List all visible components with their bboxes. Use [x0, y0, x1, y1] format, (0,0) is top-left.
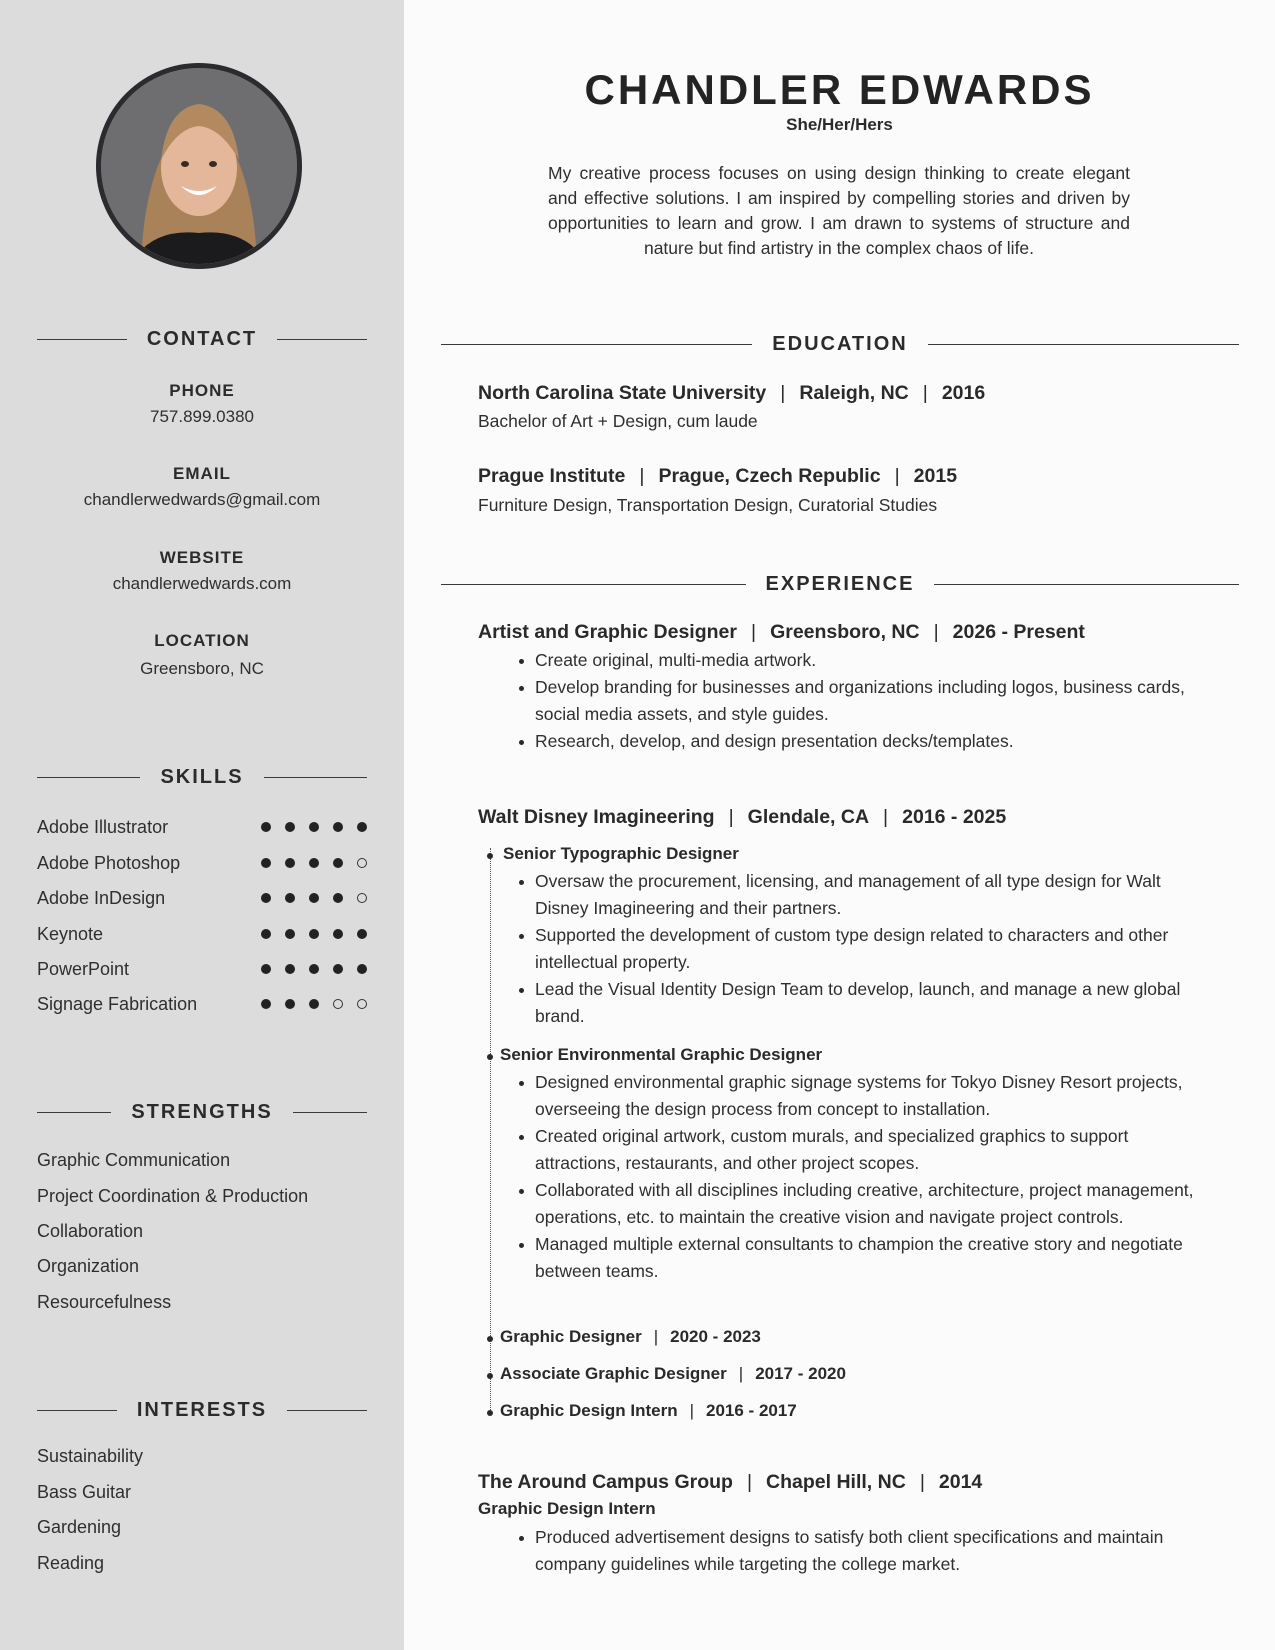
- job-place: Glendale, CA: [747, 806, 870, 828]
- bullet-item: Oversaw the procurement, licensing, and management of all type design for Walt Disney Imagineering and their partners.: [535, 868, 1205, 922]
- job-bullets: [535, 1524, 1205, 1578]
- timeline-dot: [487, 1054, 493, 1060]
- rating-dot-filled: [309, 964, 319, 974]
- candidate-name: CHANDLER EDWARDS: [584, 66, 1095, 113]
- divider: [287, 1410, 367, 1411]
- skill-row: [37, 957, 367, 981]
- separator: |: [883, 806, 889, 828]
- education-entry-header: [478, 465, 957, 488]
- rating-dot-empty: [357, 999, 367, 1009]
- job-title: Walt Disney Imagineering: [478, 806, 715, 828]
- job-dates: 2016 - 2025: [902, 806, 1007, 828]
- separator: |: [728, 806, 734, 828]
- strength-item: Organization: [37, 1256, 140, 1276]
- bullet-item: Managed multiple external consultants to champion the creative story and negotiate between teams.: [535, 1231, 1205, 1285]
- education-entry-header: [478, 382, 985, 405]
- skill-row: [37, 851, 367, 875]
- role-title: Graphic Designer: [500, 1327, 642, 1346]
- role-dates: 2020 - 2023: [670, 1327, 761, 1346]
- school-name: North Carolina State University: [478, 382, 767, 404]
- role-title: Senior Environmental Graphic Designer: [500, 1045, 823, 1064]
- job-dates: 2014: [938, 1471, 983, 1493]
- separator: |: [894, 465, 900, 487]
- bullet-item: Designed environmental graphic signage systems for Tokyo Disney Resort projects, overseeing the design process from concept to installation.: [535, 1069, 1205, 1123]
- job-place: Greensboro, NC: [770, 621, 920, 643]
- avatar: [96, 63, 302, 269]
- role-line: [500, 1364, 846, 1384]
- bullet-item: Research, develop, and design presentation decks/templates.: [535, 728, 1205, 755]
- skill-rating: [261, 999, 367, 1009]
- interest-item: Gardening: [37, 1517, 122, 1537]
- skills-section-header: [37, 765, 367, 789]
- bullet-item: Develop branding for businesses and organizations including logos, business cards, social media assets, and style guides.: [535, 674, 1205, 728]
- role-dates: 2016 - 2017: [706, 1401, 797, 1420]
- rating-dot-filled: [285, 822, 295, 832]
- role-line: [500, 1401, 797, 1421]
- job-header: [478, 621, 1085, 644]
- separator: |: [738, 1364, 744, 1383]
- job-title: Artist and Graphic Designer: [478, 621, 737, 643]
- website-link[interactable]: chandlerwedwards.com: [112, 574, 292, 593]
- skills-title: SKILLS: [160, 765, 244, 788]
- strength-item: Project Coordination & Production: [37, 1186, 309, 1206]
- skill-name: Adobe Photoshop: [37, 852, 181, 873]
- separator: |: [919, 1471, 925, 1493]
- divider: [441, 584, 746, 585]
- email-label: EMAIL: [173, 464, 231, 483]
- contact-section-header: [37, 327, 367, 351]
- skill-name: Adobe Illustrator: [37, 816, 169, 837]
- strength-item: Collaboration: [37, 1221, 144, 1241]
- rating-dot-filled: [309, 893, 319, 903]
- job-dates: 2026 - Present: [952, 621, 1085, 643]
- rating-dot-filled: [309, 929, 319, 939]
- contact-title: CONTACT: [146, 327, 258, 350]
- rating-dot-filled: [309, 999, 319, 1009]
- role-timeline: [490, 848, 491, 1410]
- email-link[interactable]: chandlerwedwards@gmail.com: [83, 490, 321, 509]
- rating-dot-filled: [261, 964, 271, 974]
- rating-dot-filled: [285, 964, 295, 974]
- rating-dot-filled: [285, 999, 295, 1009]
- rating-dot-filled: [261, 893, 271, 903]
- rating-dot-filled: [261, 858, 271, 868]
- rating-dot-filled: [333, 822, 343, 832]
- website-label: WEBSITE: [159, 548, 245, 567]
- role-line: [500, 1327, 761, 1347]
- rating-dot-filled: [261, 999, 271, 1009]
- timeline-dot: [487, 1373, 493, 1379]
- experience-section-header: [441, 572, 1239, 596]
- location-label: LOCATION: [154, 631, 250, 650]
- job-header: [478, 806, 1006, 829]
- school-year: 2015: [913, 465, 958, 487]
- job-title: The Around Campus Group: [478, 1471, 733, 1493]
- timeline-dot: [487, 853, 493, 859]
- degree-detail: Bachelor of Art + Design, cum laude: [478, 411, 758, 431]
- strength-item: Graphic Communication: [37, 1150, 231, 1170]
- separator: |: [746, 1471, 753, 1493]
- interest-item: Reading: [37, 1553, 105, 1573]
- skill-rating: [261, 858, 367, 868]
- rating-dot-filled: [357, 964, 367, 974]
- rating-dot-filled: [285, 893, 295, 903]
- role-bullets: [535, 868, 1205, 1030]
- separator: |: [653, 1327, 659, 1346]
- divider: [293, 1112, 367, 1113]
- school-year: 2016: [941, 382, 986, 404]
- divider: [934, 584, 1239, 585]
- separator: |: [750, 621, 757, 643]
- rating-dot-empty: [333, 999, 343, 1009]
- rating-dot-filled: [333, 929, 343, 939]
- separator: |: [933, 621, 939, 643]
- separator: |: [689, 1401, 695, 1420]
- strengths-title: STRENGTHS: [131, 1100, 273, 1123]
- rating-dot-filled: [309, 858, 319, 868]
- phone-label: PHONE: [169, 381, 235, 400]
- rating-dot-filled: [309, 822, 319, 832]
- skill-rating: [261, 929, 367, 939]
- divider: [441, 344, 752, 345]
- rating-dot-filled: [333, 893, 343, 903]
- strength-item: Resourcefulness: [37, 1292, 172, 1312]
- role-title: Associate Graphic Designer: [500, 1364, 727, 1383]
- timeline-dot: [487, 1410, 493, 1416]
- skill-row: [37, 922, 367, 946]
- bio-paragraph: My creative process focuses on using design thinking to create elegant and effective solutions. I am inspired by compelling stories and driven by opportunities to learn and grow. I am drawn to systems of structure and nature but find artistry in the complex chaos of life.: [548, 163, 1130, 258]
- rating-dot-filled: [357, 929, 367, 939]
- experience-title: EXPERIENCE: [765, 572, 915, 595]
- interest-item: Bass Guitar: [37, 1482, 132, 1502]
- divider: [928, 344, 1239, 345]
- skill-name: Adobe InDesign: [37, 887, 166, 908]
- education-section-header: [441, 332, 1239, 356]
- school-place: Raleigh, NC: [799, 382, 909, 404]
- bullet-item: Created original artwork, custom murals, and specialized graphics to support attractions, restaurants, and other project scopes.: [535, 1123, 1205, 1177]
- rating-dot-filled: [261, 929, 271, 939]
- strengths-section-header: [37, 1100, 367, 1124]
- school-place: Prague, Czech Republic: [658, 465, 881, 487]
- rating-dot-filled: [357, 822, 367, 832]
- job-bullets: [535, 647, 1205, 755]
- bullet-item: Collaborated with all disciplines including creative, architecture, project management, operations, etc. to maintain the creative vision and navigate project controls.: [535, 1177, 1205, 1231]
- skill-rating: [261, 822, 367, 832]
- divider: [37, 1410, 117, 1411]
- skill-rating: [261, 893, 367, 903]
- interests-section-header: [37, 1398, 367, 1422]
- bullet-item: Produced advertisement designs to satisfy both client specifications and maintain company guidelines while targeting the college market.: [535, 1524, 1205, 1578]
- divider: [277, 339, 367, 340]
- divider: [37, 777, 140, 778]
- pronouns: She/Her/Hers: [786, 115, 893, 134]
- rating-dot-filled: [285, 929, 295, 939]
- role-bullets: [535, 1069, 1205, 1285]
- divider: [264, 777, 367, 778]
- interests-title: INTERESTS: [136, 1398, 268, 1421]
- rating-dot-filled: [333, 964, 343, 974]
- rating-dot-filled: [261, 822, 271, 832]
- job-header: [478, 1471, 982, 1494]
- rating-dot-filled: [333, 858, 343, 868]
- skill-row: [37, 815, 367, 839]
- skill-row: [37, 992, 367, 1016]
- rating-dot-empty: [357, 893, 367, 903]
- role-title: Senior Typographic Designer: [503, 844, 739, 863]
- location-value: Greensboro, NC: [140, 659, 264, 678]
- bullet-item: Create original, multi-media artwork.: [535, 647, 1205, 674]
- education-title: EDUCATION: [772, 332, 908, 355]
- skill-name: Signage Fabrication: [37, 993, 198, 1014]
- separator: |: [780, 382, 786, 404]
- job-place: Chapel Hill, NC: [766, 1471, 906, 1493]
- rating-dot-filled: [285, 858, 295, 868]
- role-dates: 2017 - 2020: [755, 1364, 846, 1383]
- role-title: Graphic Design Intern: [478, 1499, 656, 1518]
- skill-name: Keynote: [37, 923, 104, 944]
- timeline-dot: [487, 1336, 493, 1342]
- divider: [37, 339, 127, 340]
- skill-row: [37, 886, 367, 910]
- divider: [37, 1112, 111, 1113]
- school-name: Prague Institute: [478, 465, 626, 487]
- portrait-image: [101, 68, 297, 264]
- degree-detail: Furniture Design, Transportation Design, Curatorial Studies: [478, 495, 938, 515]
- bullet-item: Supported the development of custom type design related to characters and other intellectual property.: [535, 922, 1205, 976]
- skill-rating: [261, 964, 367, 974]
- skill-name: PowerPoint: [37, 958, 130, 979]
- interest-item: Sustainability: [37, 1446, 144, 1466]
- bullet-item: Lead the Visual Identity Design Team to develop, launch, and manage a new global brand.: [535, 976, 1205, 1030]
- rating-dot-empty: [357, 858, 367, 868]
- role-title: Graphic Design Intern: [500, 1401, 678, 1420]
- separator: |: [922, 382, 928, 404]
- separator: |: [639, 465, 645, 487]
- phone-value: 757.899.0380: [150, 407, 254, 426]
